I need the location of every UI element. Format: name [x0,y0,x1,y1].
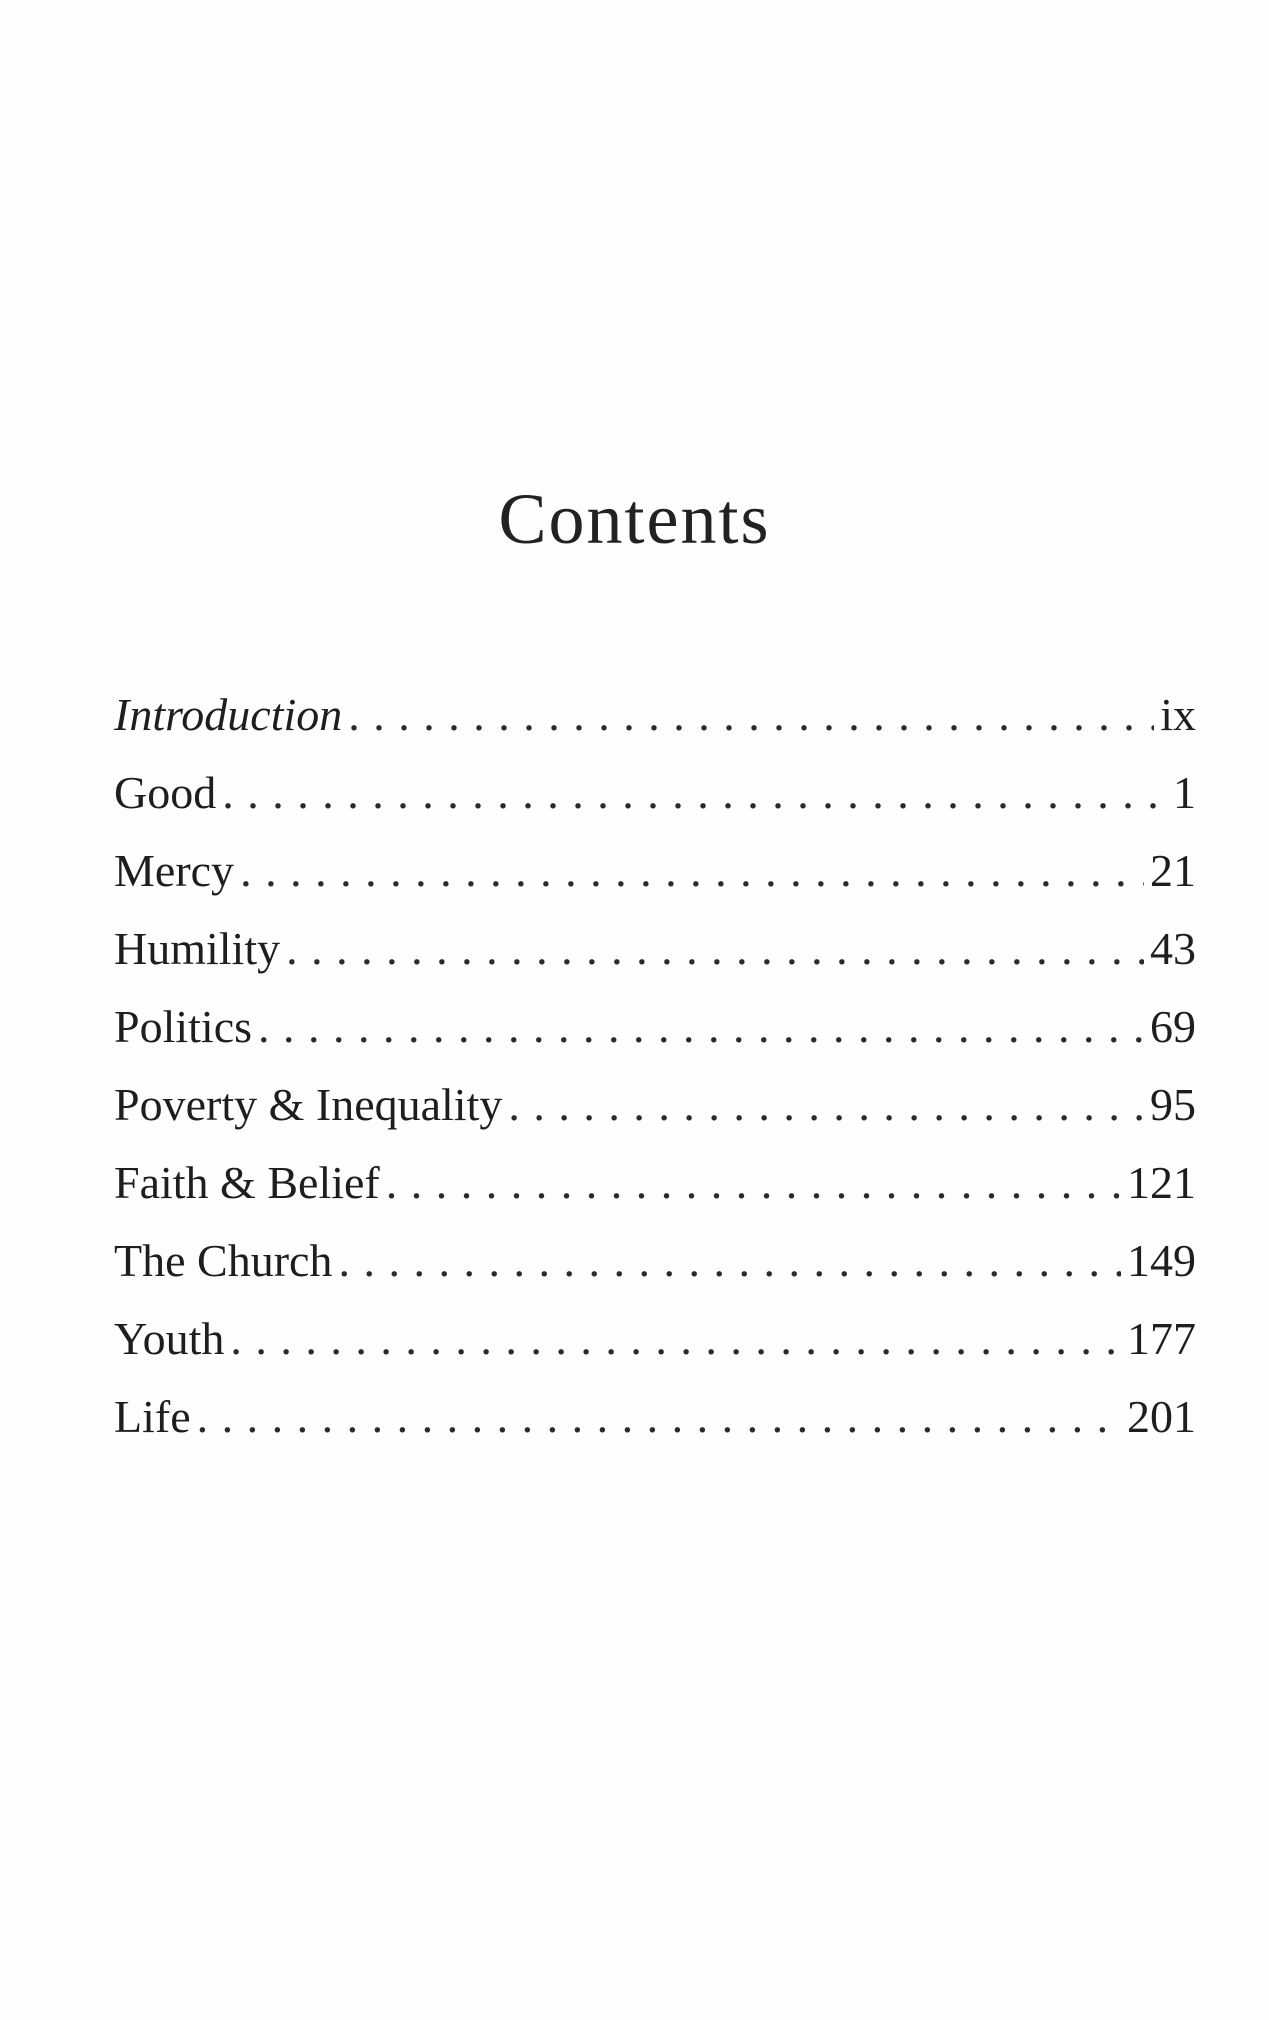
toc-entry-page: 95 [1150,1079,1196,1130]
toc-entry-page: 149 [1127,1235,1196,1286]
dot-leader [230,1312,1121,1365]
toc-entry-label: Mercy [114,845,235,896]
toc-entry-youth [114,1312,1196,1390]
toc-entry-label: Humility [114,923,281,974]
toc-entry-mercy [114,844,1196,922]
toc-entry-label: Poverty & Inequality [114,1079,503,1130]
dot-leader [508,1078,1144,1131]
toc-entry-label: Youth [114,1313,225,1364]
dot-leader [258,1000,1144,1053]
toc-entry-faith-belief [114,1156,1196,1234]
page-title: Contents [498,479,771,559]
toc-entry-page: 1 [1173,767,1196,818]
toc-entry-page: 21 [1150,845,1196,896]
toc-entry-good [114,766,1196,844]
dot-leader [222,766,1167,819]
dot-leader [348,688,1154,741]
toc-entry-page: 201 [1127,1391,1196,1442]
toc-entry-politics [114,1000,1196,1078]
toc-entry-the-church [114,1234,1196,1312]
toc-entry-page: 121 [1127,1157,1196,1208]
toc-entry-label: Life [114,1391,191,1442]
toc-entry-label: Good [114,767,217,818]
dot-leader [338,1234,1121,1287]
toc-entry-label: Faith & Belief [114,1157,380,1208]
toc-entry-label: Introduction [114,689,343,740]
toc-entry-life [114,1390,1196,1468]
dot-leader [386,1156,1121,1209]
dot-leader [286,922,1144,975]
toc-entry-label: Politics [114,1001,253,1052]
toc-entry-page: 177 [1127,1313,1196,1364]
toc-entry-poverty-inequality [114,1078,1196,1156]
table-of-contents [114,688,1196,1468]
toc-entry-page: 69 [1150,1001,1196,1052]
toc-entry-label: The Church [114,1235,333,1286]
dot-leader [240,844,1144,897]
dot-leader [197,1390,1121,1443]
toc-entry-humility [114,922,1196,1000]
toc-entry-page: ix [1160,689,1196,740]
toc-entry-page: 43 [1150,923,1196,974]
toc-entry-introduction [114,688,1196,766]
